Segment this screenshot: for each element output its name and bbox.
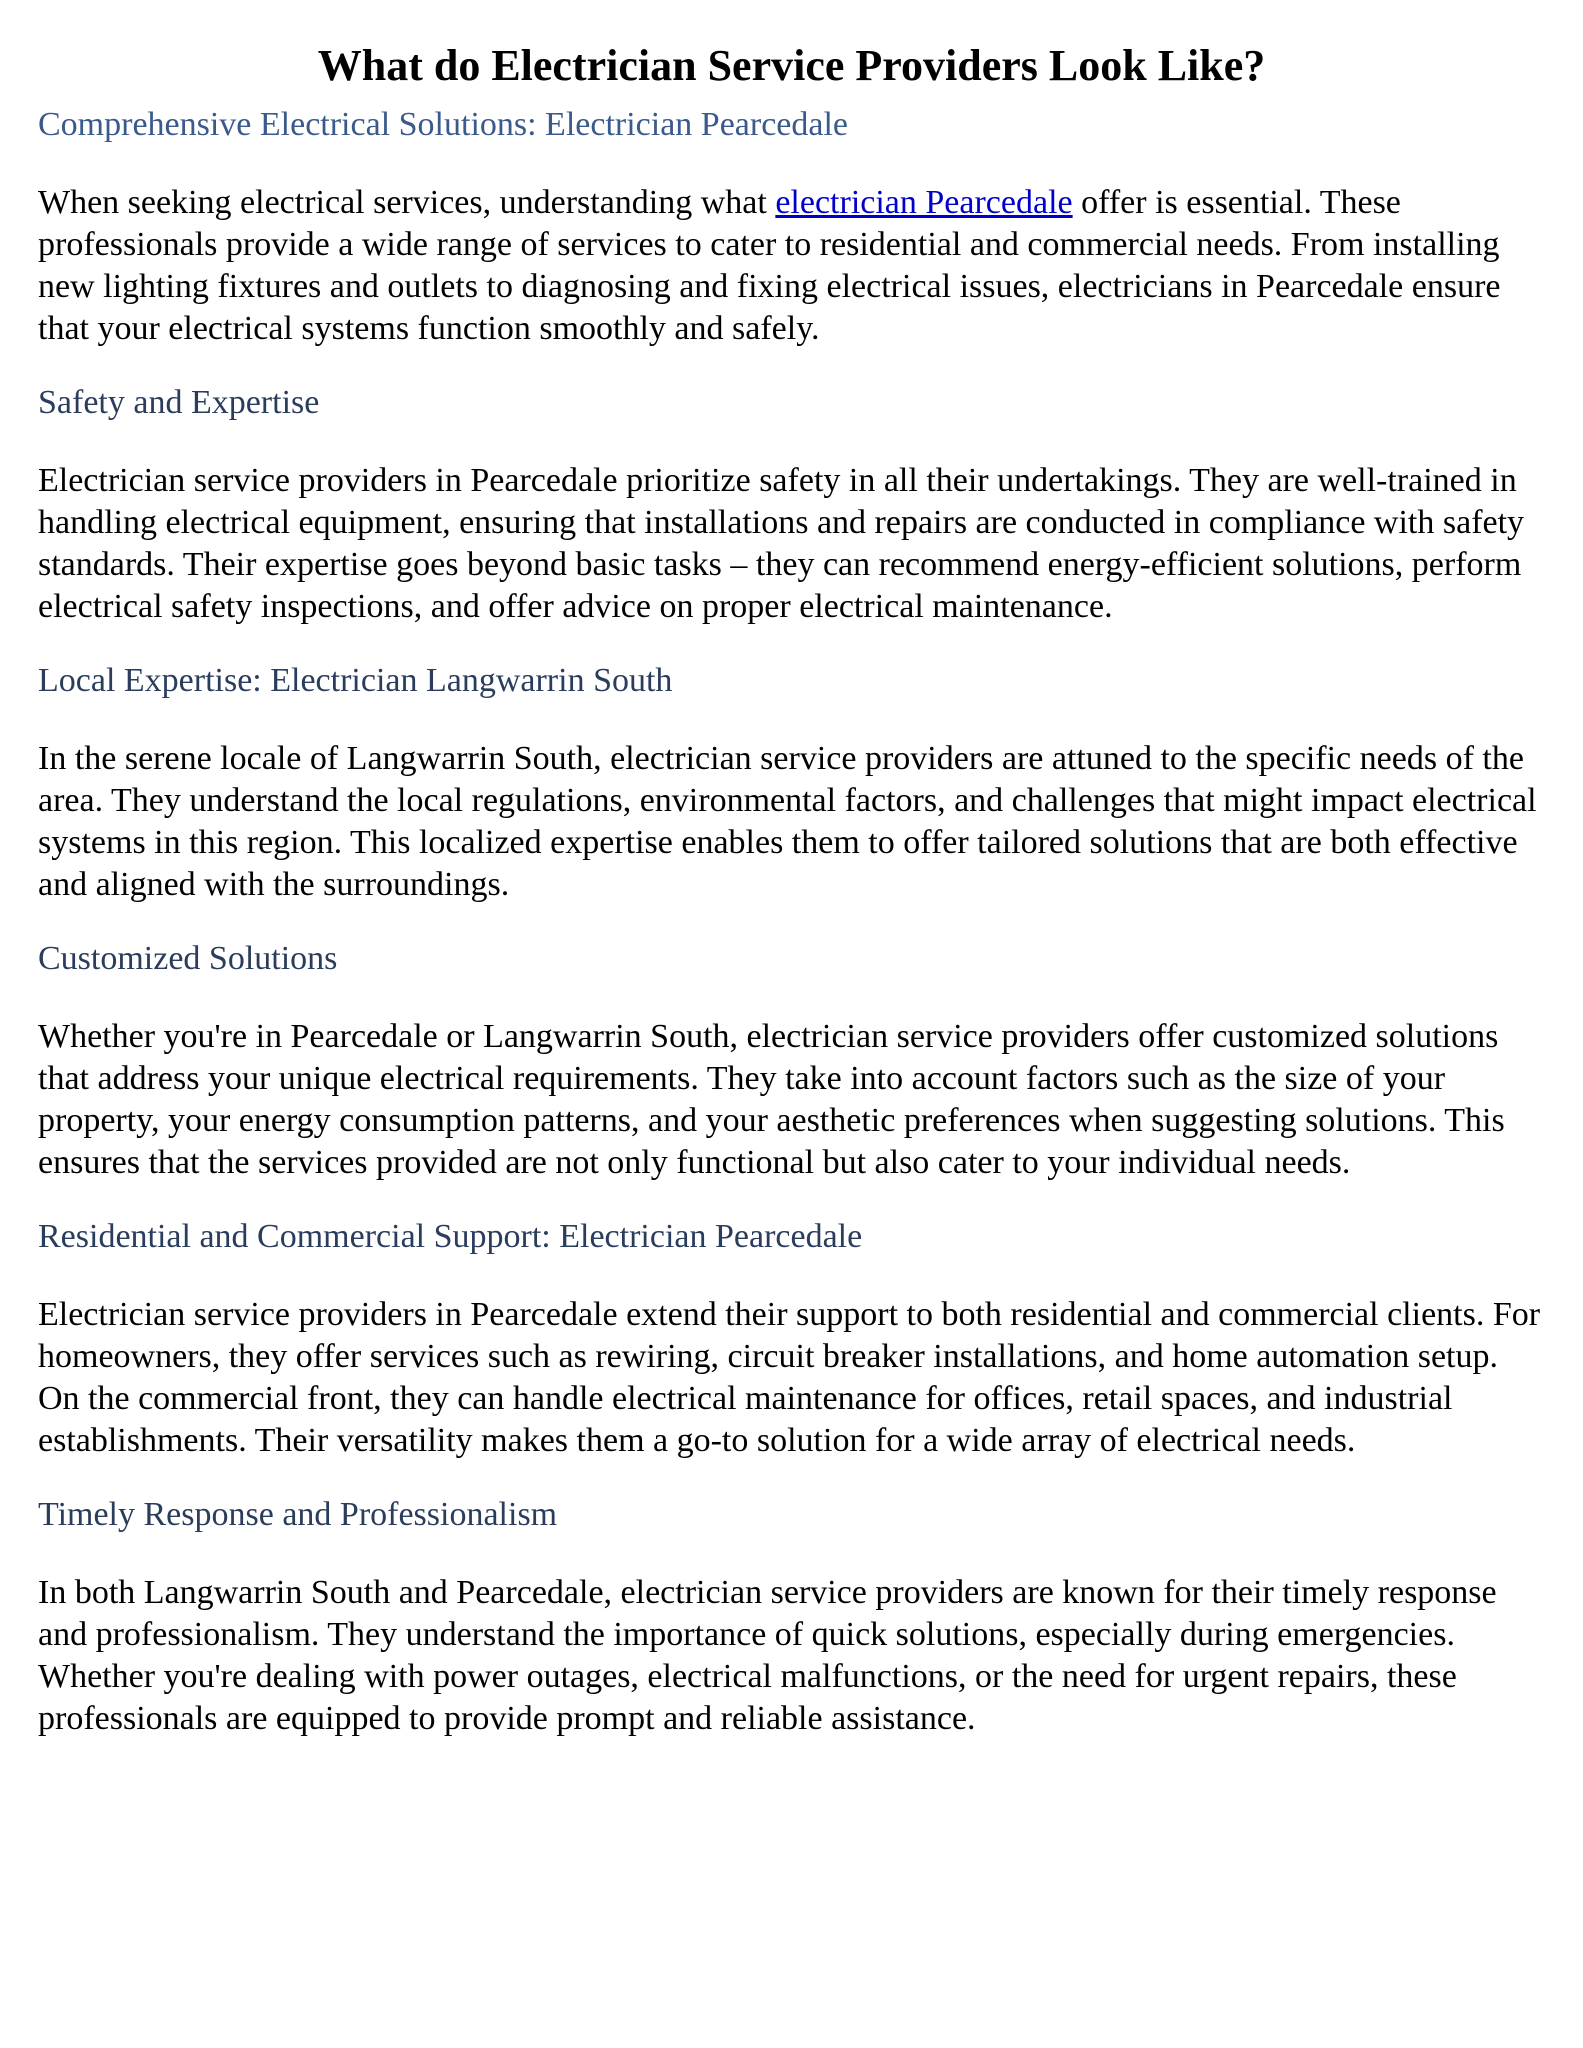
paragraph-text: When seeking electrical services, understanding what [38,184,776,221]
section-paragraph: Electrician service providers in Pearcedale extend their support to both residential and commercial clients. For homeowners, they offer services such as rewiring, circuit breaker installations, and home automation setup. On the commercial front, they can handle electrical maintenance for offices, retail spaces, and industrial establishments. Their versatility makes them a go-to solution for a wide array of electrical needs. [38,1296,1541,1459]
section-heading: Customized Solutions [38,940,338,977]
section-paragraph: In the serene locale of Langwarrin South, electrician service providers are attuned to the specific needs of the area. They understand the local regulations, environmental factors, and challenges that might impact electrical systems in this region. This localized expertise enables them to offer tailored solutions that are both effective and aligned with the surroundings. [38,740,1537,903]
page-title: What do Electrician Service Providers Look Like? [317,41,1266,90]
section-comprehensive-solutions [38,104,1545,350]
section-local-expertise [38,660,1545,906]
section-timely-response [38,1494,1545,1740]
electrician-pearcedale-link[interactable]: electrician Pearcedale [775,184,1073,221]
section-heading: Residential and Commercial Support: Electrician Pearcedale [38,1218,863,1255]
paragraph-text: offer is essential. These professionals provide a wide range of services to cater to residential and commercial needs. From installing new lighting fixtures and outlets to diagnosing and fixing electrical issues, electricians in Pearcedale ensure that your electrical systems function smoothly and safely. [38,184,1501,347]
section-paragraph: Whether you're in Pearcedale or Langwarrin South, electrician service providers offer customized solutions that address your unique electrical requirements. They take into account factors such as the size of your property, your energy consumption patterns, and your aesthetic preferences when suggesting solutions. This ensures that the services provided are not only functional but also cater to your individual needs. [38,1018,1505,1181]
section-heading: Local Expertise: Electrician Langwarrin South [38,662,673,699]
section-customized-solutions [38,938,1545,1184]
section-heading: Timely Response and Professionalism [38,1496,558,1533]
section-paragraph [38,182,1545,350]
section-heading: Safety and Expertise [38,384,320,421]
section-paragraph: In both Langwarrin South and Pearcedale, electrician service providers are known for their timely response and professionalism. They understand the importance of quick solutions, especially during emergencies. Whether you're dealing with power outages, electrical malfunctions, or the need for urgent repairs, these professionals are equipped to provide prompt and reliable assistance. [38,1574,1497,1737]
section-safety-expertise [38,382,1545,628]
section-heading: Comprehensive Electrical Solutions: Electrician Pearcedale [38,106,849,143]
section-residential-commercial [38,1216,1545,1462]
section-paragraph: Electrician service providers in Pearcedale prioritize safety in all their undertakings. They are well-trained in handling electrical equipment, ensuring that installations and repairs are conducted in compliance with safety standards. Their expertise goes beyond basic tasks – they can recommend energy-efficient solutions, perform electrical safety inspections, and offer advice on proper electrical maintenance. [38,462,1525,625]
